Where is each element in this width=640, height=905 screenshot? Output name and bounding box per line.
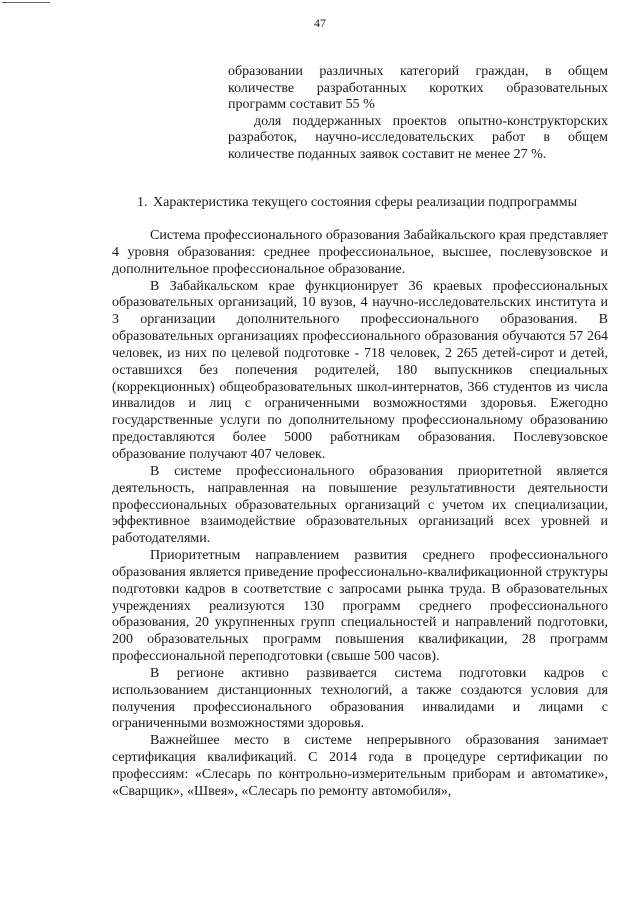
section-body: [112, 228, 608, 801]
section-title: Характеристика текущего состояния сферы реализации подпрограммы: [153, 195, 578, 210]
section-heading: [137, 195, 577, 211]
body-paragraph-4: Приоритетным направлением развития среднего профессионального образования является приведение профессионально-квалификационной структуры подготовки кадров в соответствие с запросами рынка труда. В образовательных учреждениях реализуются 130 программ среднего профессионального образования, 20 укрупненных групп специальностей и направлений подготовки, 200 образовательных программ повышения квалификации, 28 программ профессиональной переподготовки (свыше 500 часов).: [112, 548, 608, 665]
continuation-block: [228, 64, 608, 163]
scan-edge-line: [2, 2, 50, 3]
continuation-paragraph-1: образовании различных категорий граждан, в общем количестве разработанных коротких образовательных программ составит 55 %: [228, 64, 608, 112]
body-paragraph-6: Важнейшее место в системе непрерывного образования занимает сертификация квалификаций. С 2014 года в процедуре сертификации по профессиям: «Слесарь по контрольно-измерительным приборам и автоматике», «Сварщик», «Швея», «Слесарь по ремонту автомобиля»,: [112, 733, 608, 799]
continuation-paragraph-2: доля поддержанных проектов опытно-конструкторских разработок, научно-исследовательских работ в общем количестве поданных заявок составит не менее 27 %.: [228, 113, 608, 162]
body-paragraph-2: В Забайкальском крае функционирует 36 краевых профессиональных образовательных организаций, 10 вузов, 4 научно-исследовательских института и 3 организации дополнительного профессионального образования. В образовательных организациях профессионального образования обучаются 57 264 человек, из них по целевой подготовке - 718 человек, 2 265 детей-сирот и детей, оставшихся без попечения родителей, 180 выпускников специальных (коррекционных) общеобразовательных школ-интернатов, 366 студентов из числа инвалидов и лиц с ограниченными возможностями здоровья. Ежегодно государственные услуги по дополнительному профессиональному образованию предоставляются более 5000 работникам образования. Послевузовское образование получают 407 человек.: [112, 278, 608, 462]
section-number: 1.: [137, 195, 148, 210]
body-paragraph-5: В регионе активно развивается система подготовки кадров с использованием дистанционных технологий, а также создаются условия для получения профессионального образования инвалидами и лицами с ограниченными возможностями здоровья.: [112, 665, 608, 732]
body-paragraph-1: Система профессионального образования Забайкальского края представляет 4 уровня образования: среднее профессиональное, высшее, послевузовское и дополнительное профессиональное образование.: [112, 228, 608, 277]
body-paragraph-3: В системе профессионального образования приоритетной является деятельность, направленная на повышение результативности деятельности профессиональных образовательных организаций с учетом их специализации, эффективное взаимодействие образовательных организаций всех уровней и работодателями.: [112, 463, 608, 547]
page-number: 47: [314, 16, 326, 30]
